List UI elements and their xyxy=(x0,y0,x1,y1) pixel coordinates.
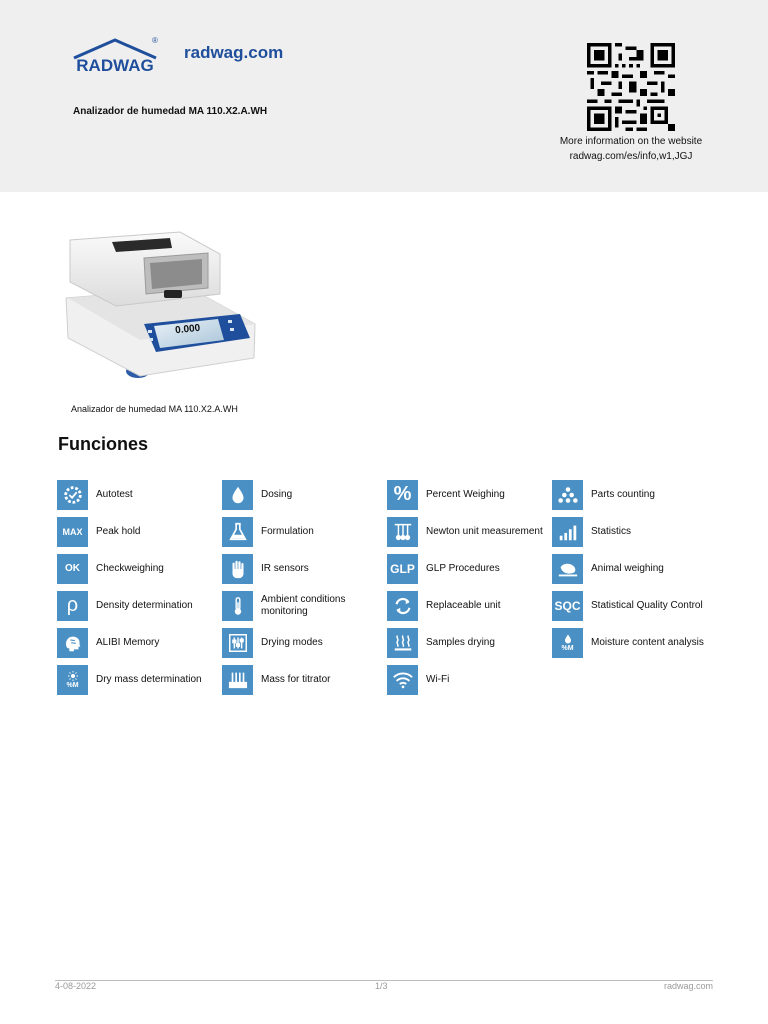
max-icon: MAX xyxy=(57,517,88,547)
feature-label: Moisture content analysis xyxy=(591,636,704,648)
feature-label: Wi-Fi xyxy=(426,673,450,685)
sqc-icon: SQC xyxy=(552,591,583,621)
qr-caption-link[interactable]: radwag.com/es/info,w1,JGJ xyxy=(569,151,693,162)
moisture-icon: %M xyxy=(552,628,583,658)
features-grid xyxy=(57,476,721,698)
section-title: Funciones xyxy=(58,434,149,454)
animal-icon xyxy=(552,554,583,584)
feature-glp xyxy=(387,550,552,587)
feature-label: Statistical Quality Control xyxy=(591,599,703,611)
feature-formulation xyxy=(222,513,387,550)
feature-label: Samples drying xyxy=(426,636,495,648)
feature-drying-modes xyxy=(222,624,387,661)
feature-ambient xyxy=(222,587,387,624)
brain-icon xyxy=(57,628,88,658)
feature-label: Density determination xyxy=(96,599,193,611)
feature-checkweighing xyxy=(57,550,222,587)
swap-icon xyxy=(387,591,418,621)
registered-mark: ® xyxy=(152,36,158,45)
feature-label: Peak hold xyxy=(96,525,141,537)
feature-label: Ambient conditions monitoring xyxy=(261,593,346,617)
feature-peak-hold xyxy=(57,513,222,550)
feature-label: Formulation xyxy=(261,525,314,537)
rho-icon: ρ xyxy=(57,591,88,621)
logo-text: RADWAG xyxy=(76,56,154,75)
feature-percent-weighing xyxy=(387,476,552,513)
feature-label: Replaceable unit xyxy=(426,599,501,611)
ok-icon: OK xyxy=(57,554,88,584)
feature-dosing xyxy=(222,476,387,513)
glp-icon: GLP xyxy=(387,554,418,584)
hand-icon xyxy=(222,554,253,584)
product-display-reading: 0.000 xyxy=(174,322,201,337)
feature-label: IR sensors xyxy=(261,562,309,574)
feature-label: Animal weighing xyxy=(591,562,664,574)
site-link[interactable]: radwag.com xyxy=(184,43,284,62)
sliders-icon xyxy=(222,628,253,658)
feature-alibi xyxy=(57,624,222,661)
feature-density xyxy=(57,587,222,624)
feature-label: Percent Weighing xyxy=(426,488,505,500)
feature-statistics xyxy=(552,513,717,550)
footer-page-number: 1/3 xyxy=(375,981,388,991)
feature-label: ALIBI Memory xyxy=(96,636,160,648)
footer-date: 4-08-2022 xyxy=(55,981,97,991)
feature-label: GLP Procedures xyxy=(426,562,500,574)
feature-wifi xyxy=(387,661,552,698)
feature-label: Checkweighing xyxy=(96,562,164,574)
dry-mass-icon: %M xyxy=(57,665,88,695)
product-image xyxy=(60,228,260,384)
qr-caption-line1: More information on the website xyxy=(559,136,703,147)
feature-newton xyxy=(387,513,552,550)
feature-label: Autotest xyxy=(96,488,133,500)
feature-samples-drying xyxy=(387,624,552,661)
flask-icon xyxy=(222,517,253,547)
wifi-icon xyxy=(387,665,418,695)
titrator-icon xyxy=(222,665,253,695)
radwag-logo[interactable] xyxy=(72,34,158,76)
feature-label: Drying modes xyxy=(261,636,323,648)
bar-chart-icon xyxy=(552,517,583,547)
product-caption: Analizador de humedad MA 110.X2.A.WH xyxy=(71,404,238,414)
header-band xyxy=(0,0,768,192)
feature-titrator xyxy=(222,661,387,698)
gear-check-icon xyxy=(57,480,88,510)
drop-icon xyxy=(222,480,253,510)
feature-animal-weighing xyxy=(552,550,717,587)
percent-icon: % xyxy=(387,480,418,510)
feature-parts-counting xyxy=(552,476,717,513)
feature-label: Newton unit measurement xyxy=(426,525,543,537)
footer-site-link[interactable]: radwag.com xyxy=(663,981,713,991)
feature-autotest xyxy=(57,476,222,513)
feature-replaceable-unit xyxy=(387,587,552,624)
heat-icon xyxy=(387,628,418,658)
feature-sqc xyxy=(552,587,717,624)
feature-label: Mass for titrator xyxy=(261,673,331,685)
newton-icon xyxy=(387,517,418,547)
feature-ir-sensors xyxy=(222,550,387,587)
feature-label: Dry mass determination xyxy=(96,673,202,685)
qr-caption xyxy=(540,134,722,164)
qr-code-icon[interactable] xyxy=(584,43,678,131)
feature-dry-mass xyxy=(57,661,222,698)
thermometer-icon xyxy=(222,591,253,621)
feature-label: Parts counting xyxy=(591,488,655,500)
feature-moisture-content xyxy=(552,624,717,661)
document-title: Analizador de humedad MA 110.X2.A.WH xyxy=(73,106,268,117)
feature-label: Statistics xyxy=(591,525,632,537)
dots-icon xyxy=(552,480,583,510)
feature-label: Dosing xyxy=(261,488,293,500)
